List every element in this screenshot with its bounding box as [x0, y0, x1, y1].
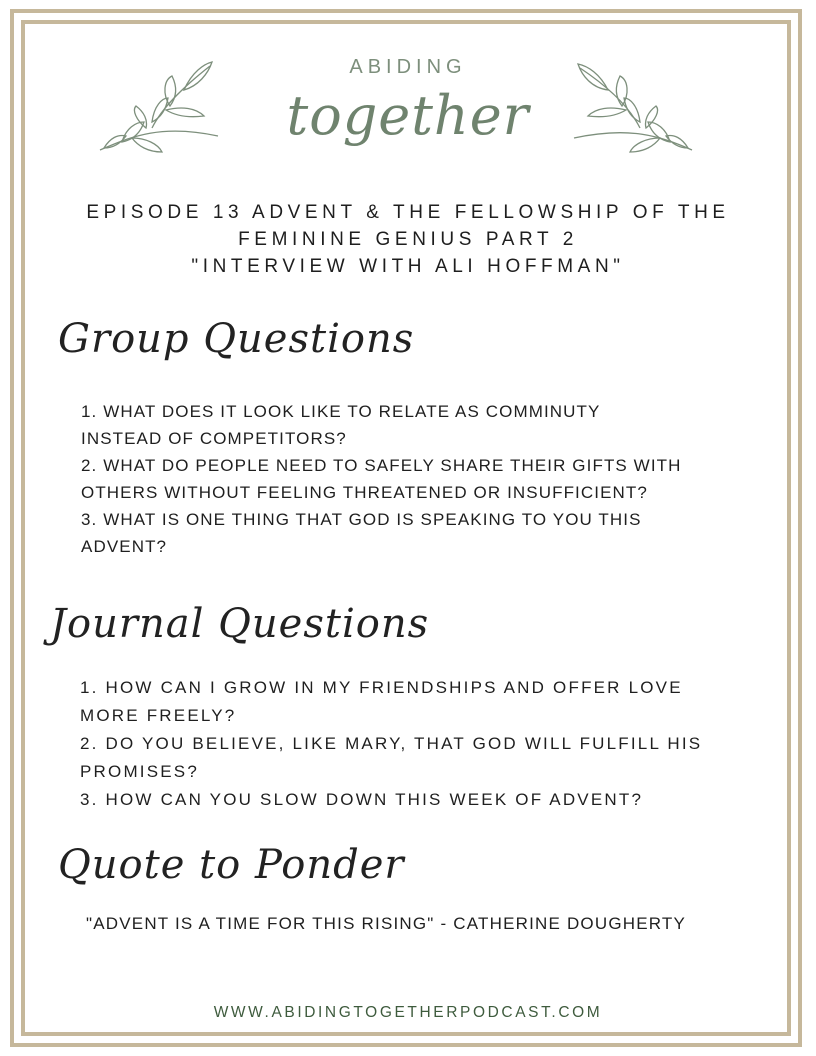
question-line: 2. DO YOU BELIEVE, LIKE MARY, THAT GOD WILL FULFILL HIS [80, 734, 703, 753]
logo-abiding: ABIDING [349, 56, 467, 78]
question-line: 1. WHAT DOES IT LOOK LIKE TO RELATE AS COMMINUTY [81, 402, 601, 421]
journal-questions-heading: Journal Questions [50, 601, 430, 647]
quote-text: "ADVENT IS A TIME FOR THIS RISING" - CATHERINE DOUGHERTY [86, 914, 687, 933]
episode-title-line: "INTERVIEW WITH ALI HOFFMAN" [191, 256, 625, 277]
question-line: 1. HOW CAN I GROW IN MY FRIENDSHIPS AND OFFER LOVE [80, 678, 683, 697]
question-line: 3. WHAT IS ONE THING THAT GOD IS SPEAKING TO YOU THIS [81, 510, 642, 529]
group-questions-list [81, 398, 731, 560]
question-line: 3. HOW CAN YOU SLOW DOWN THIS WEEK OF ADVENT? [80, 790, 644, 809]
question-line: ADVENT? [81, 537, 168, 556]
journal-questions-list [80, 674, 760, 814]
question-line: INSTEAD OF COMPETITORS? [81, 429, 347, 448]
logo-together: together [286, 84, 530, 147]
website-link[interactable]: WWW.ABIDINGTOGETHERPODCAST.COM [213, 1004, 603, 1021]
question-line: MORE FREELY? [80, 706, 237, 725]
group-questions-heading: Group Questions [58, 316, 415, 362]
episode-title-line: FEMININE GENIUS PART 2 [238, 229, 578, 250]
question-line: PROMISES? [80, 762, 199, 781]
episode-title [60, 199, 756, 280]
episode-title-line: EPISODE 13 ADVENT & THE FELLOWSHIP OF THE [86, 202, 730, 223]
quote-heading: Quote to Ponder [58, 842, 405, 888]
question-line: 2. WHAT DO PEOPLE NEED TO SAFELY SHARE THEIR GIFTS WITH [81, 456, 682, 475]
question-line: OTHERS WITHOUT FEELING THREATENED OR INSUFFICIENT? [81, 483, 648, 502]
